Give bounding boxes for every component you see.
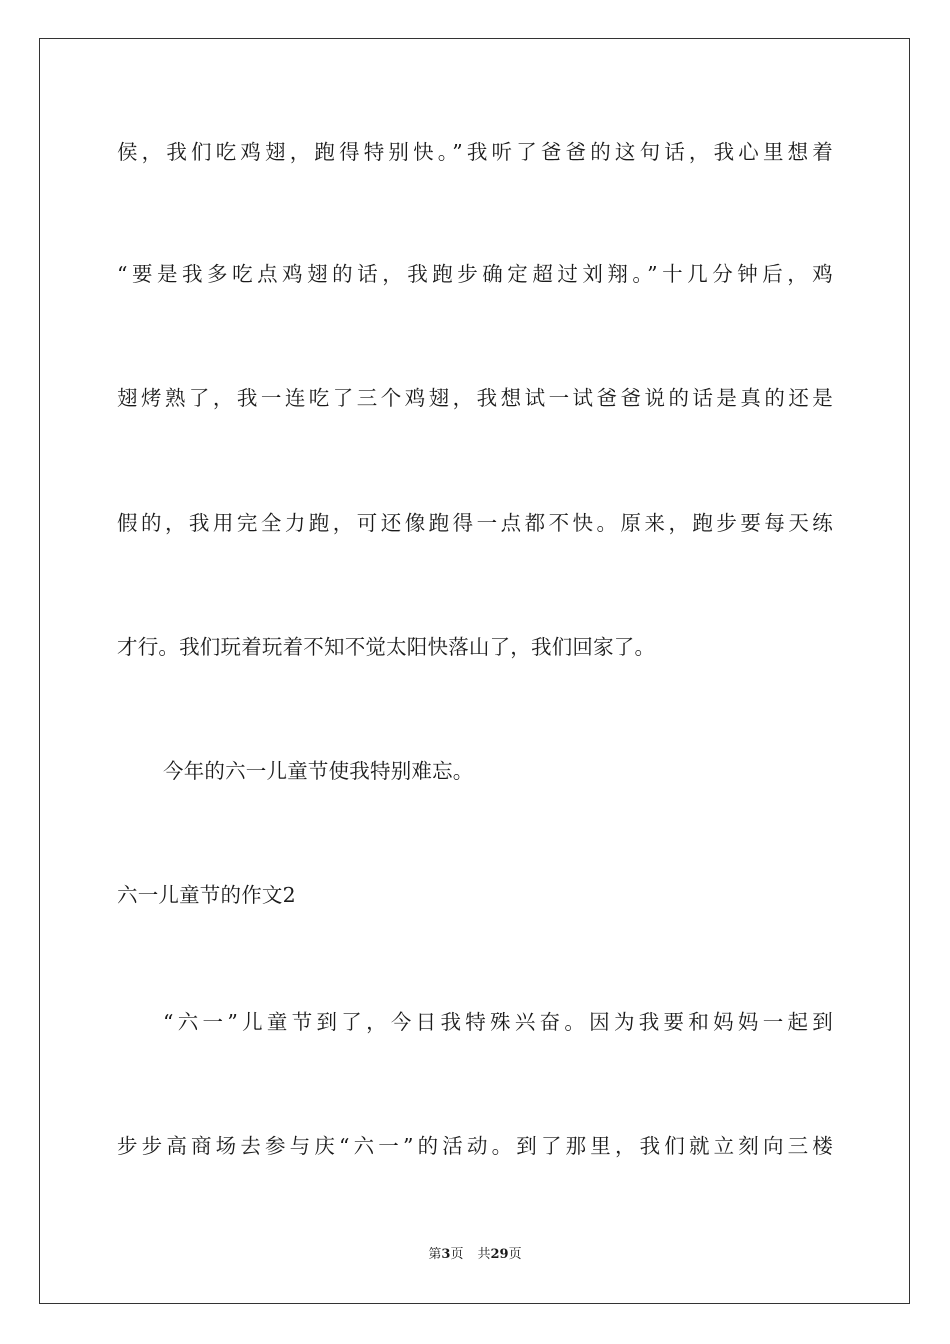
body-paragraph-closing: 今年的六一儿童节使我特别难忘。 <box>163 759 474 783</box>
body-line-4: 假的，我用完全力跑，可还像跑得一点都不快。原来，跑步要每天练 <box>117 511 833 535</box>
body-line-8: “六一”儿童节到了，今日我特殊兴奋。因为我要和妈妈一起到 <box>163 1010 833 1034</box>
body-line-5: 才行。我们玩着玩着不知不觉太阳快落山了，我们回家了。 <box>117 635 656 659</box>
page-footer <box>0 1246 950 1264</box>
total-prefix: 共 <box>477 1247 491 1262</box>
page-number: 3 <box>441 1247 451 1262</box>
total-pages: 29 <box>490 1247 509 1262</box>
body-line-3: 翅烤熟了，我一连吃了三个鸡翅，我想试一试爸爸说的话是真的还是 <box>117 386 833 410</box>
page-border <box>39 38 910 1304</box>
section-heading: 六一儿童节的作文2 <box>117 883 296 907</box>
page-prefix: 第 <box>428 1247 442 1262</box>
body-line-1: 侯，我们吃鸡翅，跑得特别快。”我听了爸爸的这句话，我心里想着 <box>117 140 833 164</box>
body-line-9: 步步高商场去参与庆“六一”的活动。到了那里，我们就立刻向三楼 <box>117 1134 833 1158</box>
total-suffix: 页 <box>508 1247 522 1262</box>
body-line-2: “要是我多吃点鸡翅的话，我跑步确定超过刘翔。”十几分钟后，鸡 <box>117 262 833 286</box>
page-suffix: 页 <box>450 1247 464 1262</box>
